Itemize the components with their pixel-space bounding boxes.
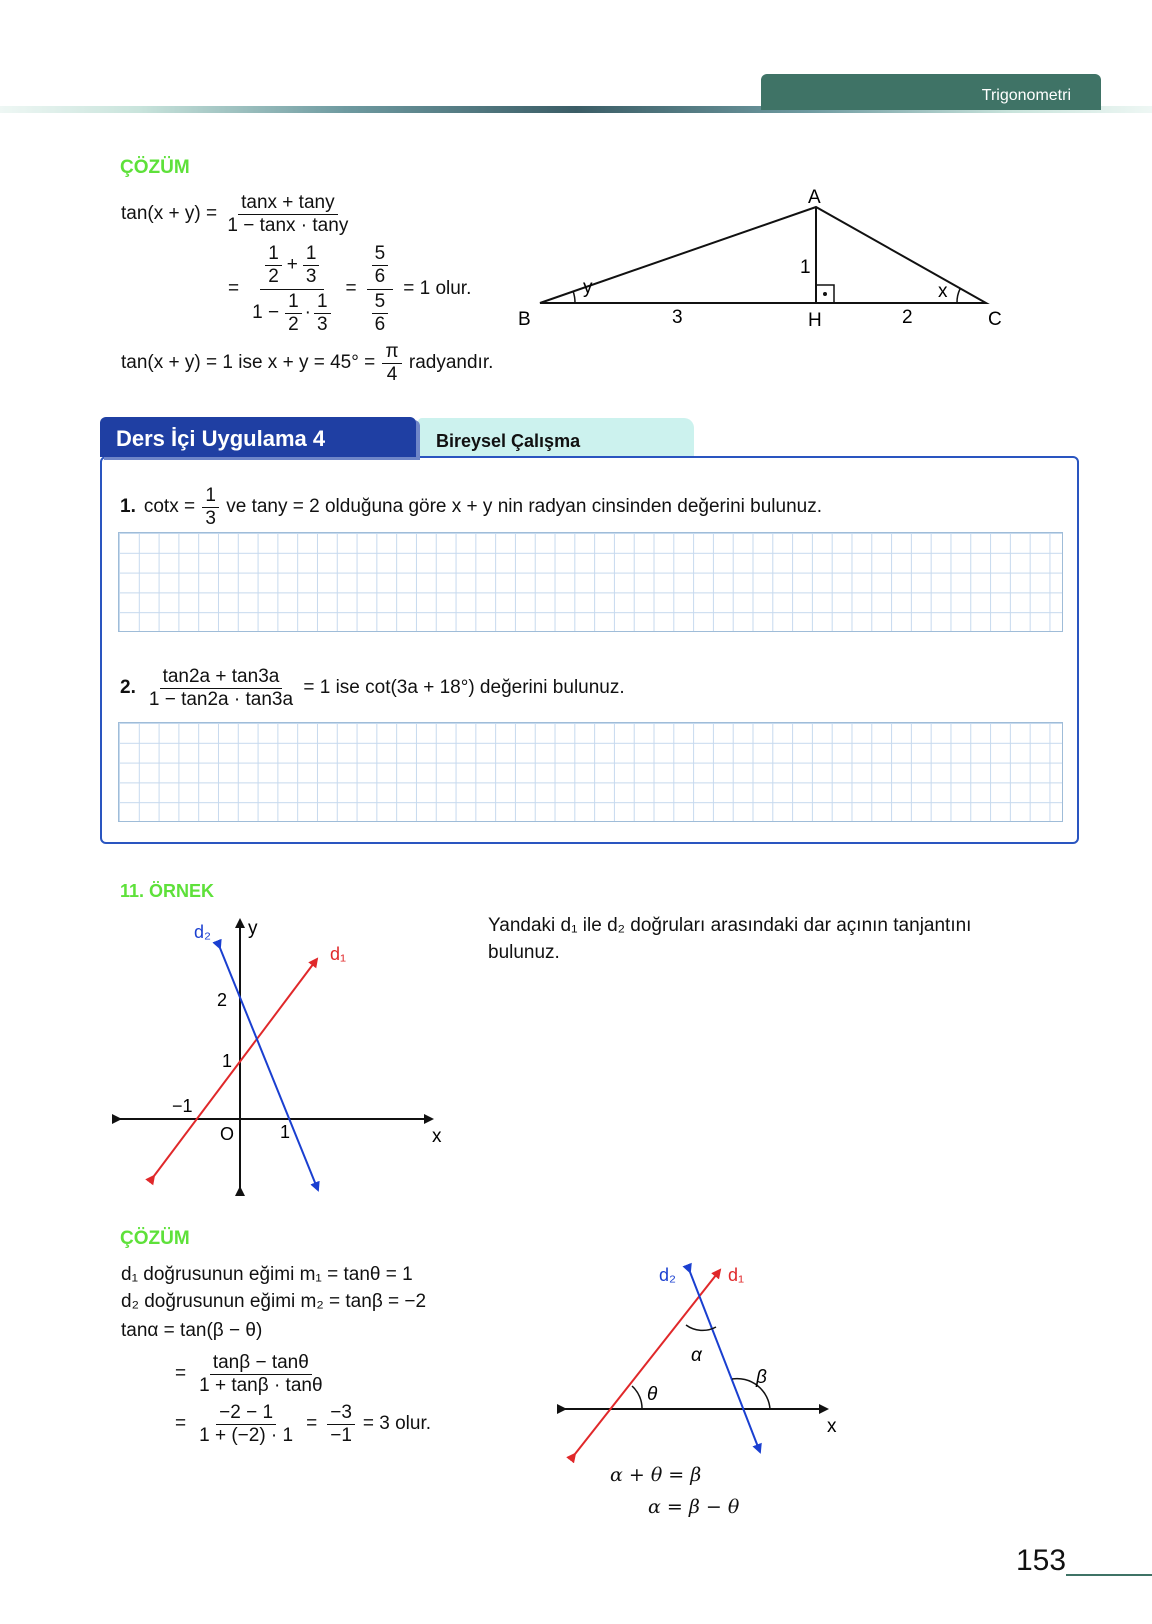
angle-y-label: y <box>583 277 593 298</box>
angle-b-arc <box>573 291 575 303</box>
angle-eq-1: α + θ = β <box>610 1464 702 1486</box>
solution1-conclusion: tan(x + y) = 1 ise x + y = 45° = $\frac{\pi}{4}$ radyandır. <box>121 341 494 385</box>
vertex-c: C <box>988 309 1002 330</box>
triangle-figure <box>520 185 1010 335</box>
d2-label: d₂ <box>194 922 211 942</box>
solution2-line4: = $\frac{\tan\beta - \tan\theta}{1 + \tan\beta \cdot \tan\theta}$ <box>175 1352 323 1396</box>
tick-y-1: 1 <box>222 1051 233 1071</box>
example-label: 11. ÖRNEK <box>120 881 215 901</box>
page-number-rule <box>1066 1574 1152 1576</box>
theta-label: θ <box>647 1384 658 1405</box>
alpha-label: α <box>691 1345 702 1366</box>
complex-fraction-2: $\frac{\frac{5}{6}}{\frac{5}{6}}$ <box>367 244 394 335</box>
solution2-line5: = $\frac{-2 - 1}{1 + (-2) \cdot 1}$ = $\frac{-3}{-1}$ = 3 olur. <box>175 1402 432 1446</box>
vertex-b: B <box>518 309 531 330</box>
tick-y-2: 2 <box>217 990 228 1010</box>
complex-fraction: $\frac{1}{2}$ + $\frac{1}{3}$ 1 − $\frac{1}{2}$ · $\frac{1}{3}$ <box>249 244 335 335</box>
line-d1 <box>154 959 317 1176</box>
solution2-line1: d₁ doğrusunun eğimi m₁ = tanθ = 1 <box>121 1264 413 1285</box>
answer-grid-1[interactable] <box>118 532 1063 632</box>
example-text-2: bulunuz. <box>488 942 560 963</box>
practice-subtitle-tab <box>418 418 694 458</box>
angle-x-label: x <box>827 1416 837 1437</box>
practice-title: Ders İçi Uygulama 4 <box>116 426 326 451</box>
solution2-line3: tanα = tan(β − θ) <box>121 1320 263 1341</box>
question-1: 1. cotx = $\frac{1}{3}$ ve tany = 2 olduğuna göre x + y nin radyan cinsinden değerini bulunuz. <box>120 485 822 529</box>
solution-label: ÇÖZÜM <box>120 157 190 178</box>
example-text-1: Yandaki d₁ ile d₂ doğruları arasındaki dar açının tanjantını <box>488 915 972 936</box>
angle-x-label: x <box>938 281 948 302</box>
x-axis-label: x <box>432 1126 442 1147</box>
origin-label: O <box>220 1124 235 1144</box>
angle-figure <box>555 1255 855 1520</box>
d1-label: d₁ <box>330 944 347 964</box>
solution2-line2: d₂ doğrusunun eğimi m₂ = tanβ = −2 <box>121 1291 427 1312</box>
page-number: 153 <box>1016 1544 1067 1577</box>
side-ah-label: 1 <box>800 257 811 278</box>
side-hc-label: 2 <box>902 307 913 328</box>
theta-arc <box>632 1386 642 1409</box>
chapter-tab <box>761 74 1101 110</box>
solution1-line1: tan(x + y) = $\frac{\tan x + \tan y}{1 - \tan x \cdot \tan y}$ <box>121 193 353 236</box>
solution2-label: ÇÖZÜM <box>120 1228 190 1249</box>
side-bh-label: 3 <box>672 307 683 328</box>
tick-x-minus1: −1 <box>172 1096 193 1116</box>
angle-d1-label: d₁ <box>728 1265 745 1285</box>
tick-x-1: 1 <box>280 1122 291 1142</box>
angle-d2-label: d₂ <box>659 1265 676 1285</box>
vertex-h: H <box>808 310 822 331</box>
y-axis-label: y <box>248 918 258 939</box>
vertex-a: A <box>808 187 821 208</box>
question-2: 2. $\frac{\tan 2a + \tan 3a}{1 - \tan 2a \cdot \tan 3a}$ = 1 ise cot(3a + 18°) değerini bulunuz. <box>120 666 625 710</box>
right-angle-dot <box>823 292 827 296</box>
solution1-line2: = $\frac{1}{2}$ + $\frac{1}{3}$ 1 − $\frac{1}{2}$ · $\frac{1}{3}$ = $\frac{\frac{5}{6}}{\frac{5}{6}}$ = 1 olur. <box>228 243 472 335</box>
angle-c-arc <box>957 289 960 303</box>
practice-title-tab <box>100 417 416 457</box>
answer-grid-2[interactable] <box>118 722 1063 822</box>
beta-label: β <box>756 1367 767 1388</box>
example-graph <box>110 908 450 1198</box>
practice-subtitle: Bireysel Çalışma <box>436 431 581 451</box>
chapter-title: Trigonometri <box>981 87 1071 104</box>
fraction: $\frac{\tan x + \tan y}{1 - \tan x \cdot \tan y}$ <box>227 192 349 236</box>
triangle-shape <box>540 207 986 303</box>
angle-eq-2: α = β − θ <box>648 1496 740 1518</box>
